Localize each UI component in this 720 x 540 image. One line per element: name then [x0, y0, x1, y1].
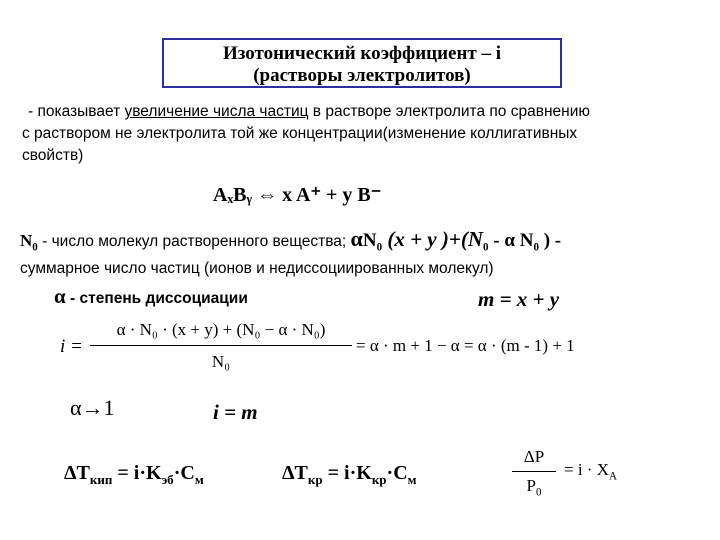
boiling-sub2: эб — [161, 472, 174, 487]
boiling-formula — [64, 462, 204, 488]
boiling-sub: кип — [89, 472, 113, 487]
raoult-numerator: ΔP — [523, 447, 545, 466]
alpha-symbol: α — [350, 226, 363, 251]
alpha-glyph: α — [54, 284, 66, 308]
boiling-sub3: м — [194, 472, 204, 487]
raoult-den-sub: 0 — [535, 486, 542, 499]
formula-rhs: = α · m + 1 − α = α · (m - 1) + 1 — [356, 336, 575, 355]
freezing-delta: Δ — [282, 462, 295, 484]
raoult-bar — [512, 471, 556, 472]
freezing-formula — [282, 462, 417, 488]
n-symbol: N — [362, 230, 377, 251]
rest-expr: - α N — [488, 230, 534, 251]
reaction-equation: AₓBᵧ ⇔ x A⁺ + y B⁻ — [213, 184, 382, 206]
boiling-eq: = i·K — [112, 462, 162, 484]
formula-denominator: N₀ — [211, 352, 231, 371]
definition-underlined: увеличение числа частиц — [124, 103, 309, 120]
freezing-sub2: кр — [371, 472, 387, 487]
freezing-T: T — [294, 462, 308, 484]
n0-desc: - число молекул растворенного вещества; — [37, 233, 351, 250]
formula-numerator: α · N₀ · (x + y) + (N₀ − α · N₀) — [116, 320, 326, 339]
definition-line-1 — [28, 103, 590, 121]
boiling-T: T — [76, 462, 90, 484]
end-expr: ) - — [538, 230, 562, 251]
formula-lhs: i = — [60, 336, 83, 357]
paren-expr: (x + y )+(N — [382, 227, 483, 251]
raoult-denominator — [514, 476, 554, 498]
total-particles-line: суммарное число частиц (ионов и недиссоциированных молекул) — [20, 260, 494, 277]
raoult-den: P — [526, 476, 536, 495]
fraction-bar — [90, 345, 352, 346]
rest-sub: 0 — [533, 241, 539, 254]
definition-pre: показывает — [33, 103, 125, 120]
alpha-definition — [54, 284, 248, 309]
definition-dash: - — [28, 103, 34, 120]
i-equals-m: i = m — [213, 400, 258, 424]
definition-line-2: с раствором не электролита той же концентрации(изменение коллигативных — [22, 125, 578, 142]
alpha-limit: α→1 — [70, 395, 115, 420]
freezing-sub: кр — [307, 472, 323, 487]
raoult-rhs-sub: A — [609, 470, 617, 483]
freezing-sub3: м — [407, 472, 417, 487]
definition-line-3: свойств) — [22, 147, 84, 164]
n0-sub: 0 — [32, 241, 38, 254]
freezing-c: ·C — [386, 462, 408, 484]
boiling-delta: Δ — [64, 462, 77, 484]
boiling-c: ·C — [173, 462, 195, 484]
definition-post: в растворе электролита по сравнению — [308, 103, 590, 120]
alpha-text: - степень диссоциации — [65, 290, 248, 307]
freezing-eq: = i·K — [322, 462, 372, 484]
raoult-rhs — [564, 460, 617, 482]
title-line-2: (растворы электролитов) — [253, 65, 471, 86]
m-equation: m = x + y — [478, 287, 560, 311]
title-box — [162, 38, 562, 88]
n-sub: 0 — [376, 241, 383, 254]
raoult-rhs-text: = i · X — [564, 460, 609, 479]
n0-line — [20, 226, 561, 253]
title-line-1: Изотонический коэффициент – i — [222, 43, 502, 64]
n0-symbol: N — [20, 231, 33, 250]
paren-sub: 0 — [483, 241, 489, 254]
